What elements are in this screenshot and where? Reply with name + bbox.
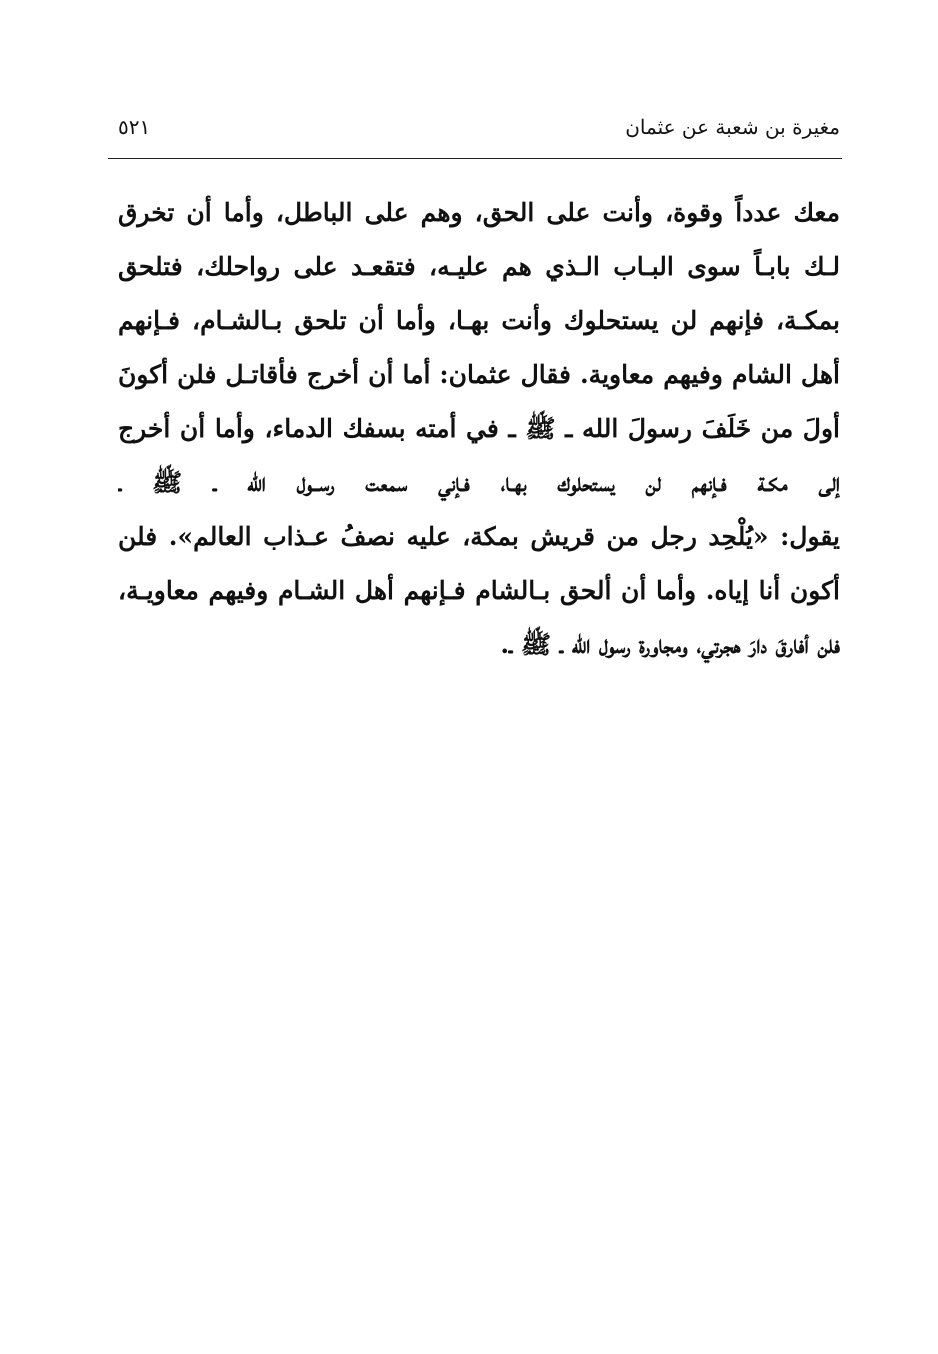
page-number: ٥٢١	[118, 115, 151, 139]
running-title: مغيرة بن شعبة عن عثمان	[625, 115, 840, 139]
text-line: أهل الشام وفيهم معاوية. فقال عثمان: أما أن أخرج فأقاتـل فلن أكونَ	[118, 360, 840, 389]
body-paragraph	[118, 186, 840, 672]
text-line: فلن أفارقَ دارَ هجرتي، ومجاورة رسول الله ـ ﷺ ـ.	[500, 630, 840, 659]
text-line: أكون أنا إياه. وأما أن ألحق بـالشام فـإنهم أهل الشـام وفيهم معاويـة،	[118, 576, 840, 605]
text-line: إلى مكـة فـإنهم لن يستحلوك بهـا، فـإني سمعت رســول الله ـ ﷺ ـ	[118, 468, 840, 497]
running-head	[118, 112, 840, 146]
text-line: يقول: «يُلْحِد رجل من قريش بمكة، عليه نصفُ عـذاب العالم». فلن	[118, 522, 840, 551]
text-line: بمكـة، فإنهم لن يستحلوك وأنت بهـا، وأما أن تلحق بـالشـام، فـإنهم	[118, 306, 840, 335]
header-divider	[108, 158, 842, 159]
text-line: أولَ من خَلَفَ رسولَ الله ـ ﷺ ـ في أمته بسفك الدماء، وأما أن أخرج	[118, 414, 840, 443]
text-line: لـك بابـاً سوى البـاب الـذي هم عليـه، فتقعـد على رواحلك، فتلحق	[118, 252, 840, 281]
text-line: معك عدداً وقوة، وأنت على الحق، وهم على الباطل، وأما أن تخرق	[118, 198, 840, 227]
